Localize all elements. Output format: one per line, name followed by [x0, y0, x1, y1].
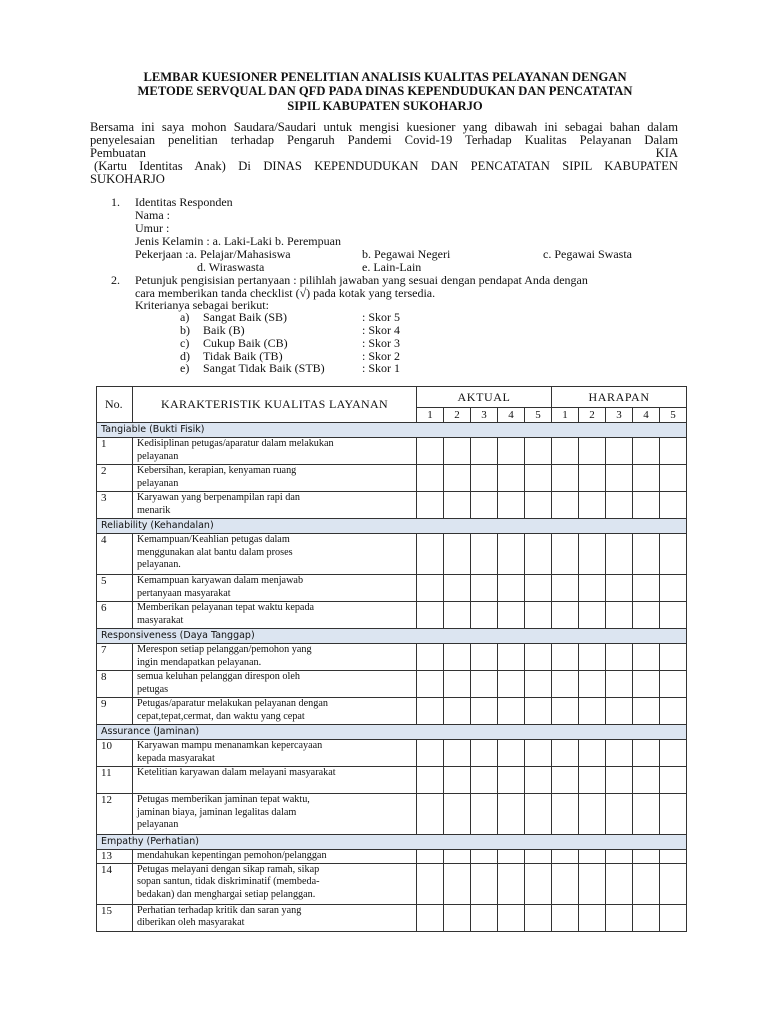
harapan-checkbox-cell[interactable]: [579, 492, 606, 519]
item-number: 7: [97, 644, 133, 671]
column-header-harapan: HARAPAN: [552, 387, 687, 408]
item-description: [133, 492, 417, 519]
intro-paragraph: [90, 121, 678, 186]
item-description: [133, 534, 417, 575]
aktual-checkbox-cell[interactable]: [444, 740, 471, 767]
aktual-checkbox-cell[interactable]: [525, 740, 552, 767]
aktual-checkbox-cell[interactable]: [471, 644, 498, 671]
aktual-scale-header: 5: [525, 408, 552, 423]
section-header-row: [97, 629, 687, 644]
harapan-checkbox-cell[interactable]: [633, 534, 660, 575]
item-description-line: mendahukan kepentingan pemohon/pelanggan: [137, 850, 327, 861]
item-description: [133, 794, 417, 835]
section-header-row: [97, 725, 687, 740]
harapan-checkbox-cell[interactable]: [579, 698, 606, 725]
harapan-checkbox-cell[interactable]: [606, 575, 633, 602]
harapan-checkbox-cell[interactable]: [606, 644, 633, 671]
aktual-checkbox-cell[interactable]: [498, 602, 525, 629]
aktual-checkbox-cell[interactable]: [471, 767, 498, 794]
item-description: [133, 671, 417, 698]
aktual-checkbox-cell[interactable]: [498, 740, 525, 767]
item-number: 13: [97, 850, 133, 864]
criteria-score: : Skor 2: [362, 349, 401, 363]
harapan-checkbox-cell[interactable]: [606, 438, 633, 465]
harapan-checkbox-cell[interactable]: [660, 671, 687, 698]
harapan-checkbox-cell[interactable]: [579, 534, 606, 575]
aktual-checkbox-cell[interactable]: [444, 534, 471, 575]
harapan-checkbox-cell[interactable]: [660, 740, 687, 767]
aktual-scale-header: 1: [417, 408, 444, 423]
identitas-heading: Identitas Responden: [135, 195, 233, 209]
harapan-checkbox-cell[interactable]: [660, 644, 687, 671]
item-number: 10: [97, 740, 133, 767]
item-description-line: Kedisiplinan petugas/aparatur dalam melakukan: [137, 438, 334, 449]
harapan-checkbox-cell[interactable]: [660, 438, 687, 465]
item-description-line: Ketelitian karyawan dalam melayani masyarakat: [137, 767, 336, 778]
item-description-line: jaminan biaya, jaminan legalitas dalam: [137, 806, 297, 818]
aktual-checkbox-cell[interactable]: [417, 602, 444, 629]
harapan-scale-header: 3: [606, 408, 633, 423]
aktual-checkbox-cell[interactable]: [471, 863, 498, 904]
item-description-line: Kemampuan karyawan dalam menjawab: [137, 575, 304, 586]
aktual-checkbox-cell[interactable]: [444, 850, 471, 864]
section-title: Empathy (Perhatian): [97, 835, 687, 850]
criteria-label: Baik (B): [203, 323, 245, 337]
section-title: Assurance (Jaminan): [97, 725, 687, 740]
harapan-checkbox-cell[interactable]: [633, 794, 660, 835]
item-description: [133, 644, 417, 671]
aktual-checkbox-cell[interactable]: [417, 794, 444, 835]
pekerjaan-option-a[interactable]: Pekerjaan :a. Pelajar/Mahasiswa: [135, 247, 291, 261]
aktual-checkbox-cell[interactable]: [444, 492, 471, 519]
aktual-checkbox-cell[interactable]: [525, 671, 552, 698]
criteria-score: : Skor 5: [362, 310, 401, 324]
harapan-checkbox-cell[interactable]: [579, 575, 606, 602]
table-row: [97, 698, 687, 725]
harapan-checkbox-cell[interactable]: [633, 863, 660, 904]
table-row: [97, 602, 687, 629]
item-description-line: diberikan oleh masyarakat: [137, 917, 245, 928]
table-row: [97, 740, 687, 767]
item-description-line: pelayanan: [137, 450, 179, 462]
harapan-checkbox-cell[interactable]: [606, 904, 633, 931]
section-title: Reliability (Kehandalan): [97, 519, 687, 534]
item-description: [133, 438, 417, 465]
column-header-no: No.: [97, 387, 133, 423]
item-description-line: Petugas memberikan jaminan tepat waktu,: [137, 794, 310, 805]
pekerjaan-option-c[interactable]: c. Pegawai Swasta: [543, 247, 632, 261]
item-description-line: pelayanan: [137, 819, 179, 830]
harapan-checkbox-cell[interactable]: [579, 465, 606, 492]
item-description-line: sopan santun, tidak diskriminatif (membeda-: [137, 876, 320, 887]
criteria-label: Cukup Baik (CB): [203, 336, 288, 350]
aktual-checkbox-cell[interactable]: [471, 904, 498, 931]
questionnaire-title: [100, 70, 670, 113]
table-row: [97, 767, 687, 794]
harapan-checkbox-cell[interactable]: [579, 644, 606, 671]
aktual-checkbox-cell[interactable]: [498, 671, 525, 698]
criteria-score: : Skor 1: [362, 361, 401, 375]
item-description-line: Merespon setiap pelanggan/pemohon yang: [137, 644, 312, 655]
item-description-line: pertanyaan masyarakat: [137, 587, 231, 599]
item-description-line: Perhatian terhadap kritik dan saran yang: [137, 904, 302, 916]
harapan-checkbox-cell[interactable]: [660, 698, 687, 725]
harapan-checkbox-cell[interactable]: [579, 602, 606, 629]
aktual-checkbox-cell[interactable]: [417, 850, 444, 864]
harapan-scale-header: 5: [660, 408, 687, 423]
item-number: 12: [97, 794, 133, 835]
item-number: 8: [97, 671, 133, 698]
harapan-checkbox-cell[interactable]: [552, 465, 579, 492]
harapan-checkbox-cell[interactable]: [579, 438, 606, 465]
harapan-checkbox-cell[interactable]: [633, 438, 660, 465]
aktual-checkbox-cell[interactable]: [498, 438, 525, 465]
harapan-checkbox-cell[interactable]: [606, 602, 633, 629]
table-row: [97, 438, 687, 465]
aktual-checkbox-cell[interactable]: [471, 850, 498, 864]
list-number: 1.: [111, 195, 120, 209]
item-number: 1: [97, 438, 133, 465]
table-row: [97, 850, 687, 864]
harapan-checkbox-cell[interactable]: [552, 740, 579, 767]
questionnaire-table: [96, 386, 687, 932]
harapan-checkbox-cell[interactable]: [606, 794, 633, 835]
harapan-checkbox-cell[interactable]: [660, 465, 687, 492]
item-description-line: Karyawan yang berpenampilan rapi dan: [137, 492, 300, 503]
harapan-checkbox-cell[interactable]: [552, 850, 579, 864]
list-number: 2.: [111, 273, 120, 287]
criteria-score: : Skor 4: [362, 323, 401, 337]
table-row: [97, 644, 687, 671]
item-description-line: kepada masyarakat: [137, 752, 215, 764]
harapan-checkbox-cell[interactable]: [552, 438, 579, 465]
aktual-checkbox-cell[interactable]: [525, 492, 552, 519]
aktual-checkbox-cell[interactable]: [498, 644, 525, 671]
item-number: 14: [97, 863, 133, 904]
aktual-checkbox-cell[interactable]: [498, 534, 525, 575]
aktual-checkbox-cell[interactable]: [417, 465, 444, 492]
aktual-checkbox-cell[interactable]: [498, 767, 525, 794]
aktual-checkbox-cell[interactable]: [525, 794, 552, 835]
aktual-checkbox-cell[interactable]: [444, 863, 471, 904]
harapan-scale-header: 1: [552, 408, 579, 423]
aktual-checkbox-cell[interactable]: [471, 492, 498, 519]
aktual-checkbox-cell[interactable]: [471, 740, 498, 767]
aktual-checkbox-cell[interactable]: [498, 794, 525, 835]
aktual-checkbox-cell[interactable]: [471, 794, 498, 835]
item-description-line: Kemampuan/Keahlian petugas dalam: [137, 534, 290, 545]
aktual-checkbox-cell[interactable]: [525, 767, 552, 794]
item-description-line: cepat,tepat,cermat, dan waktu yang cepat: [137, 710, 305, 722]
aktual-checkbox-cell[interactable]: [525, 465, 552, 492]
aktual-checkbox-cell[interactable]: [444, 794, 471, 835]
harapan-scale-header: 4: [633, 408, 660, 423]
harapan-checkbox-cell[interactable]: [660, 863, 687, 904]
item-number: 4: [97, 534, 133, 575]
item-description-line: Kebersihan, kerapian, kenyaman ruang: [137, 465, 297, 476]
aktual-checkbox-cell[interactable]: [417, 492, 444, 519]
harapan-checkbox-cell[interactable]: [552, 794, 579, 835]
harapan-checkbox-cell[interactable]: [633, 767, 660, 794]
aktual-checkbox-cell[interactable]: [444, 767, 471, 794]
harapan-checkbox-cell[interactable]: [552, 767, 579, 794]
aktual-checkbox-cell[interactable]: [417, 767, 444, 794]
harapan-checkbox-cell[interactable]: [633, 644, 660, 671]
harapan-checkbox-cell[interactable]: [606, 698, 633, 725]
aktual-checkbox-cell[interactable]: [471, 534, 498, 575]
aktual-checkbox-cell[interactable]: [471, 465, 498, 492]
section-title: Responsiveness (Daya Tanggap): [97, 629, 687, 644]
item-number: 15: [97, 904, 133, 931]
aktual-scale-header: 2: [444, 408, 471, 423]
jenis-kelamin-field[interactable]: Jenis Kelamin : a. Laki-Laki b. Perempuan: [135, 234, 341, 248]
item-description-line: menggunakan alat bantu dalam proses: [137, 546, 293, 558]
pekerjaan-option-b[interactable]: b. Pegawai Negeri: [362, 247, 451, 261]
aktual-checkbox-cell[interactable]: [525, 863, 552, 904]
intro-line: penyelesaian penelitian terhadap Pengaruh Pandemi Covid-19 Terhadap Kualitas Pelayanan Dalam: [90, 133, 678, 147]
item-description: [133, 904, 417, 931]
criteria-letter: c): [180, 336, 190, 350]
table-row: [97, 465, 687, 492]
aktual-scale-header: 3: [471, 408, 498, 423]
harapan-scale-header: 2: [579, 408, 606, 423]
aktual-checkbox-cell[interactable]: [525, 644, 552, 671]
item-description: [133, 465, 417, 492]
petunjuk-line: cara memberikan tanda checklist (√) pada kotak yang tersedia.: [135, 286, 436, 300]
criteria-label: Sangat Tidak Baik (STB): [203, 361, 325, 375]
harapan-checkbox-cell[interactable]: [552, 602, 579, 629]
aktual-scale-header: 4: [498, 408, 525, 423]
aktual-checkbox-cell[interactable]: [525, 534, 552, 575]
aktual-checkbox-cell[interactable]: [417, 575, 444, 602]
aktual-checkbox-cell[interactable]: [471, 698, 498, 725]
harapan-checkbox-cell[interactable]: [552, 534, 579, 575]
aktual-checkbox-cell[interactable]: [498, 465, 525, 492]
table-row: [97, 492, 687, 519]
item-description: [133, 850, 417, 864]
harapan-checkbox-cell[interactable]: [552, 671, 579, 698]
aktual-checkbox-cell[interactable]: [444, 671, 471, 698]
harapan-checkbox-cell[interactable]: [579, 863, 606, 904]
item-number: 11: [97, 767, 133, 794]
aktual-checkbox-cell[interactable]: [417, 671, 444, 698]
intro-text: KIA: [655, 146, 678, 160]
harapan-checkbox-cell[interactable]: [552, 698, 579, 725]
item-description-line: Petugas/aparatur melakukan pelayanan dengan: [137, 698, 328, 709]
aktual-checkbox-cell[interactable]: [525, 438, 552, 465]
section-header-row: [97, 519, 687, 534]
harapan-checkbox-cell[interactable]: [660, 602, 687, 629]
item-description: [133, 740, 417, 767]
aktual-checkbox-cell[interactable]: [444, 465, 471, 492]
harapan-checkbox-cell[interactable]: [606, 863, 633, 904]
item-description-line: masyarakat: [137, 614, 184, 626]
table-row: [97, 671, 687, 698]
harapan-checkbox-cell[interactable]: [633, 904, 660, 931]
harapan-checkbox-cell[interactable]: [579, 850, 606, 864]
section-title: Tangiable (Bukti Fisik): [97, 423, 687, 438]
petunjuk-line: Kriterianya sebagai berikut:: [135, 298, 269, 312]
item-description: [133, 575, 417, 602]
aktual-checkbox-cell[interactable]: [444, 644, 471, 671]
harapan-checkbox-cell[interactable]: [606, 850, 633, 864]
harapan-checkbox-cell[interactable]: [579, 794, 606, 835]
aktual-checkbox-cell[interactable]: [444, 698, 471, 725]
harapan-checkbox-cell[interactable]: [633, 850, 660, 864]
harapan-checkbox-cell[interactable]: [633, 602, 660, 629]
pekerjaan-option-d[interactable]: d. Wiraswasta: [197, 260, 265, 274]
intro-line: SUKOHARJO: [90, 172, 165, 186]
harapan-checkbox-cell[interactable]: [633, 698, 660, 725]
harapan-checkbox-cell[interactable]: [579, 671, 606, 698]
harapan-checkbox-cell[interactable]: [660, 904, 687, 931]
harapan-checkbox-cell[interactable]: [660, 767, 687, 794]
aktual-checkbox-cell[interactable]: [525, 602, 552, 629]
table-row: [97, 794, 687, 835]
aktual-checkbox-cell[interactable]: [417, 698, 444, 725]
harapan-checkbox-cell[interactable]: [633, 740, 660, 767]
item-description-line: menarik: [137, 504, 171, 516]
section-header-row: [97, 423, 687, 438]
item-description-line: ingin mendapatkan pelayanan.: [137, 656, 262, 668]
intro-line: (Kartu Identitas Anak) Di DINAS KEPENDUDUKAN DAN PENCATATAN SIPIL KABUPATEN: [94, 159, 678, 173]
title-line: METODE SERVQUAL DAN QFD PADA DINAS KEPENDUDUKAN DAN PENCATATAN: [137, 84, 633, 99]
harapan-checkbox-cell[interactable]: [633, 671, 660, 698]
harapan-checkbox-cell[interactable]: [660, 534, 687, 575]
item-number: 6: [97, 602, 133, 629]
intro-text: Pembuatan: [90, 146, 146, 160]
item-description-line: bedakan) dan menghargai setiap pelanggan.: [137, 888, 316, 900]
criteria-label: Sangat Baik (SB): [203, 310, 287, 324]
criteria-label: Tidak Baik (TB): [203, 349, 283, 363]
title-line: SIPIL KABUPATEN SUKOHARJO: [287, 98, 483, 113]
aktual-checkbox-cell[interactable]: [417, 904, 444, 931]
criteria-letter: a): [180, 310, 190, 324]
aktual-checkbox-cell[interactable]: [498, 904, 525, 931]
harapan-checkbox-cell[interactable]: [606, 534, 633, 575]
section-header-row: [97, 835, 687, 850]
item-description: [133, 602, 417, 629]
aktual-checkbox-cell[interactable]: [417, 534, 444, 575]
aktual-checkbox-cell[interactable]: [525, 904, 552, 931]
harapan-checkbox-cell[interactable]: [660, 794, 687, 835]
criteria-letter: b): [180, 323, 190, 337]
harapan-checkbox-cell[interactable]: [552, 644, 579, 671]
aktual-checkbox-cell[interactable]: [498, 863, 525, 904]
criteria-letter: d): [180, 349, 190, 363]
harapan-checkbox-cell[interactable]: [579, 904, 606, 931]
criteria-score: : Skor 3: [362, 336, 401, 350]
aktual-checkbox-cell[interactable]: [471, 602, 498, 629]
harapan-checkbox-cell[interactable]: [552, 492, 579, 519]
aktual-checkbox-cell[interactable]: [444, 904, 471, 931]
column-header-karakteristik: KARAKTERISTIK KUALITAS LAYANAN: [133, 387, 417, 423]
harapan-checkbox-cell[interactable]: [606, 465, 633, 492]
column-header-aktual: AKTUAL: [417, 387, 552, 408]
table-row: [97, 575, 687, 602]
item-description-line: petugas: [137, 683, 169, 695]
harapan-checkbox-cell[interactable]: [633, 465, 660, 492]
harapan-checkbox-cell[interactable]: [552, 575, 579, 602]
aktual-checkbox-cell[interactable]: [417, 644, 444, 671]
harapan-checkbox-cell[interactable]: [552, 904, 579, 931]
item-description: [133, 863, 417, 904]
harapan-checkbox-cell[interactable]: [660, 850, 687, 864]
item-number: 2: [97, 465, 133, 492]
harapan-checkbox-cell[interactable]: [579, 740, 606, 767]
harapan-checkbox-cell[interactable]: [633, 492, 660, 519]
intro-line: Bersama ini saya mohon Saudara/Saudari untuk mengisi kuesioner yang dibawah ini sebagai bahan dalam: [90, 120, 678, 134]
harapan-checkbox-cell[interactable]: [606, 740, 633, 767]
aktual-checkbox-cell[interactable]: [498, 575, 525, 602]
harapan-checkbox-cell[interactable]: [606, 671, 633, 698]
aktual-checkbox-cell[interactable]: [525, 698, 552, 725]
table-row: [97, 863, 687, 904]
harapan-checkbox-cell[interactable]: [579, 767, 606, 794]
aktual-checkbox-cell[interactable]: [417, 863, 444, 904]
item-description: [133, 767, 417, 794]
aktual-checkbox-cell[interactable]: [525, 850, 552, 864]
nama-field[interactable]: Nama :: [135, 208, 170, 222]
pekerjaan-option-e[interactable]: e. Lain-Lain: [362, 260, 422, 274]
item-description-line: semua keluhan pelanggan direspon oleh: [137, 671, 300, 682]
aktual-checkbox-cell[interactable]: [498, 850, 525, 864]
item-number: 5: [97, 575, 133, 602]
criteria-letter: e): [180, 361, 190, 375]
aktual-checkbox-cell[interactable]: [417, 438, 444, 465]
item-description-line: pelayanan.: [137, 559, 181, 570]
table-row: [97, 534, 687, 575]
aktual-checkbox-cell[interactable]: [471, 671, 498, 698]
harapan-checkbox-cell[interactable]: [606, 767, 633, 794]
item-number: 3: [97, 492, 133, 519]
item-description: [133, 698, 417, 725]
aktual-checkbox-cell[interactable]: [471, 575, 498, 602]
harapan-checkbox-cell[interactable]: [606, 492, 633, 519]
item-description-line: Karyawan mampu menanamkan kepercayaan: [137, 740, 323, 751]
petunjuk-line: Petunjuk pengisisian pertanyaan : pilihlah jawaban yang sesuai dengan pendapat Anda dengan: [135, 273, 588, 287]
harapan-checkbox-cell[interactable]: [660, 492, 687, 519]
harapan-checkbox-cell[interactable]: [633, 575, 660, 602]
aktual-checkbox-cell[interactable]: [444, 438, 471, 465]
table-row: [97, 904, 687, 931]
item-description-line: Petugas melayani dengan sikap ramah, sikap: [137, 863, 320, 875]
aktual-checkbox-cell[interactable]: [471, 438, 498, 465]
umur-field[interactable]: Umur :: [135, 221, 170, 235]
item-description-line: Memberikan pelayanan tepat waktu kepada: [137, 602, 315, 613]
aktual-checkbox-cell[interactable]: [498, 698, 525, 725]
aktual-checkbox-cell[interactable]: [525, 575, 552, 602]
aktual-checkbox-cell[interactable]: [417, 740, 444, 767]
item-description-line: pelayanan: [137, 477, 179, 489]
title-line: LEMBAR KUESIONER PENELITIAN ANALISIS KUALITAS PELAYANAN DENGAN: [143, 70, 627, 84]
item-number: 9: [97, 698, 133, 725]
harapan-checkbox-cell[interactable]: [552, 863, 579, 904]
aktual-checkbox-cell[interactable]: [498, 492, 525, 519]
harapan-checkbox-cell[interactable]: [660, 575, 687, 602]
aktual-checkbox-cell[interactable]: [444, 575, 471, 602]
aktual-checkbox-cell[interactable]: [444, 602, 471, 629]
